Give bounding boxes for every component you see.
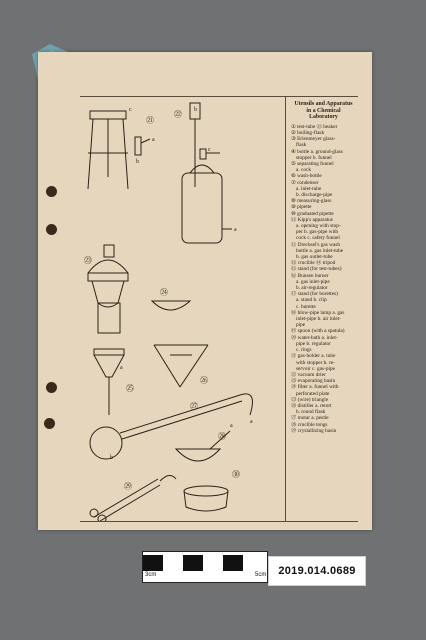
apparatus-illustrations [80, 97, 285, 521]
punch-hole [44, 418, 55, 429]
legend-line: ㉑ gas-holder a. tube [291, 353, 336, 360]
legend-line: servoir c. gas-pipe [296, 365, 335, 372]
figure-label-a: a [234, 227, 237, 233]
legend-line: bottle a. gas inlet-tube [296, 247, 344, 254]
punch-hole [46, 224, 57, 235]
legend-line: ⑪ Kipp's apparatus [291, 216, 333, 223]
legend-line: a. opening with stop- [296, 223, 341, 230]
legend-line: ㉓ evaporating basin [291, 378, 336, 385]
legend-line: ⑤ separating funnel [291, 161, 334, 167]
scale-block [183, 555, 203, 571]
legend-column [291, 101, 356, 434]
legend-title-line: in a Chemical [306, 107, 341, 114]
legend-line: b. discharge-pipe [296, 192, 333, 199]
legend-line: ⑳ water-bath a. inlet- [291, 334, 338, 341]
figure-label-b: b [110, 455, 113, 461]
legend-line: inlet-pipe b. air inlet- [296, 316, 342, 323]
legend-line: ㉗ motar a. pestle [291, 415, 329, 422]
scale-block [223, 555, 243, 571]
figure-label-c: c [129, 107, 132, 113]
legend-line: a. stand b. clip [296, 297, 327, 304]
figure-label-26: ㉖ [200, 376, 208, 385]
vacuum-drier-drawing [88, 245, 128, 333]
figure-label-30: ㉚ [232, 470, 240, 479]
scale-left-label: 3cm [145, 572, 157, 578]
legend-line: pipe [296, 322, 306, 329]
legend-line: ③ Erlenmeyer glass- [291, 136, 336, 143]
figure-label-21: ㉑ [146, 116, 154, 125]
gas-holder-drawing [182, 103, 232, 243]
legend-line: ① test-tube ⑪ beaker [291, 123, 338, 130]
legend-line: ⑰ stand (for burettes) [291, 291, 338, 298]
scale-block [143, 555, 163, 571]
legend-line: flask [296, 142, 307, 149]
legend-line: ⑯ Bunsen burner [291, 272, 329, 279]
figure-label-c: c [208, 147, 211, 153]
legend-line: ⑮ stand (for test-tubes) [291, 266, 342, 273]
legend-line: ㉔ filter a. funnel with [291, 384, 339, 391]
legend-line: ㉙ crystallizing basin [291, 427, 337, 434]
legend-line: ㉖ distiller a. retort [291, 402, 332, 409]
legend-line: ⑧ measuring-glass [291, 198, 332, 205]
figure-label-22: ㉒ [174, 110, 182, 119]
accession-number-label: 2019.014.0689 [268, 556, 366, 586]
figure-label-b: b [194, 107, 197, 113]
legend-line: pipe b. regulator [296, 340, 331, 347]
legend-line: ② boiling-flask [291, 129, 325, 136]
figure-label-a: a [152, 137, 155, 143]
punch-hole [46, 186, 57, 197]
legend-line: ⑱ blow-pipe lamp a. gas [291, 309, 345, 316]
legend-line: cock c. safety funnel [296, 235, 340, 242]
legend-line: ⑥ wash-bottle [291, 173, 322, 180]
legend-line: ⑩ graduated pipette [291, 210, 334, 217]
legend-line: ⑫ Drechsel's gas wash [291, 241, 341, 248]
legend-line: b. round flask [296, 409, 326, 416]
crucible-tongs-drawing [90, 475, 176, 521]
legend-title-line: Laboratory [309, 114, 338, 121]
legend-line: ⑨ pipette [291, 204, 312, 211]
figure-label-a: a [250, 419, 253, 425]
legend-title [291, 101, 356, 121]
figure-label-23: ㉓ [84, 256, 92, 265]
crystallizing-basin-drawing [184, 486, 228, 511]
figure-label-b: b [136, 159, 139, 165]
legend-list [291, 124, 356, 434]
distiller-drawing [90, 394, 252, 459]
legend-title-line: Utensils and Apparatus [294, 101, 353, 107]
content-frame [80, 96, 358, 522]
figure-label-27: ㉗ [190, 402, 198, 411]
tripod-stand-drawing [88, 111, 150, 189]
figure-label-a: a [230, 423, 233, 429]
legend-line: ④ bottle a. ground-glass [291, 148, 343, 155]
legend-line: with stopper b. re- [296, 359, 335, 366]
evaporating-basin-drawing [152, 301, 190, 310]
document-page [38, 52, 372, 530]
legend-line: ⑦ condenser [291, 179, 319, 186]
legend-line: perforated plate [296, 390, 330, 397]
scale-right-label: 5cm [255, 572, 267, 578]
legend-line: a. inlet-tube [296, 185, 322, 192]
legend-line: ⑲ spoon (with a spatula) [291, 328, 345, 335]
figure-label-28: ㉘ [218, 432, 226, 441]
legend-line: ㉘ crucible tongs [291, 421, 328, 428]
legend-line: ㉒ vacuum drier [291, 371, 326, 378]
filter-funnel-drawing [94, 349, 124, 415]
scale-bar [142, 551, 268, 583]
figure-label-25: ㉕ [126, 384, 134, 393]
punch-hole [46, 382, 57, 393]
legend-line: stopper b. funnel [296, 154, 332, 161]
figure-label-24: ㉔ [160, 288, 168, 297]
legend-line: per b. gas-pipe with [296, 229, 339, 236]
legend-line: a. gas inlet-pipe [296, 278, 330, 285]
figure-label-29: ㉙ [124, 482, 132, 491]
legend-line: c. rings [296, 347, 312, 354]
legend-line: ㉕ (wire) triangle [291, 396, 329, 403]
legend-line: b. air-regulator [296, 285, 328, 292]
legend-line: c. burette [296, 303, 316, 310]
legend-line: a. cock [296, 167, 311, 174]
figure-label-a: a [120, 365, 123, 371]
column-divider [285, 97, 286, 521]
legend-line: b. gas outlet-tube [296, 254, 333, 261]
legend-line: ⑬ crucible ⑭ tripod [291, 260, 336, 267]
